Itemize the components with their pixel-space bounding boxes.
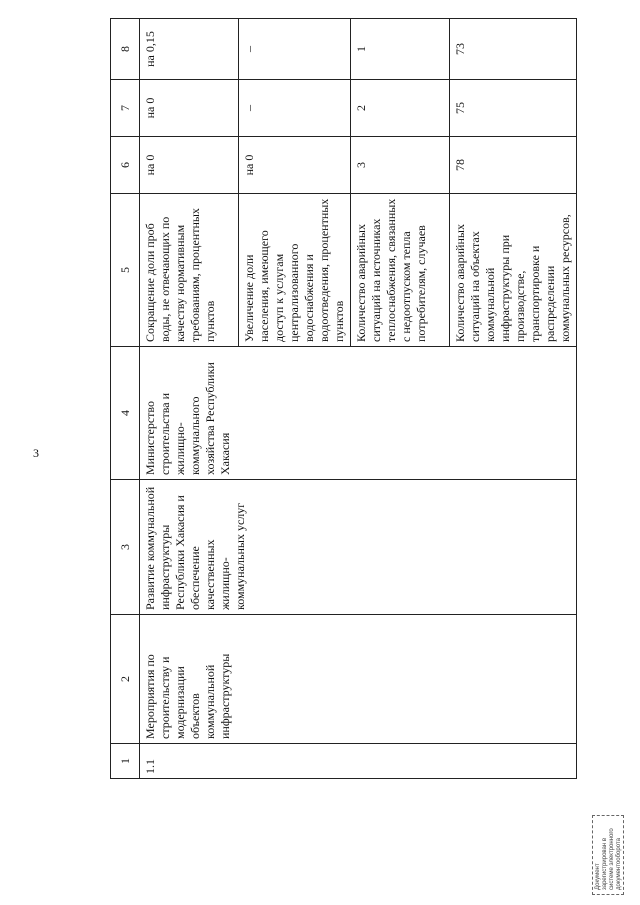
indicator-value-8: – [239,19,351,80]
indicator-name: Увеличение доли населения, имеющего доступ к услугам централизованного водоснабжения и водоотведения, процентных пунктов [239,194,351,347]
header-col-4: 4 [111,347,140,480]
indicator-name: Количество аварийных ситуаций на объектах коммунальной инфраструктуры при производстве, транспортировке и распределении коммунальных ресурсов, [450,194,577,347]
indicator-value-6: на 0 [239,137,351,194]
table-row [140,19,239,779]
header-row [111,19,140,779]
indicator-name: Сокращение доли проб воды, не отвечающих по качеству нормативным требованиям, процентных пунктов [140,194,239,347]
indicators-table [110,18,577,779]
indicators-table-rotated [110,31,605,779]
indicator-name: Количество аварийных ситуаций на источниках теплоснабжения, связанных с недоотпуском тепла потребителям, случаев [351,194,450,347]
header-col-5: 5 [111,194,140,347]
indicator-value-7: 2 [351,80,450,137]
header-col-6: 6 [111,137,140,194]
indicator-value-8: на 0,15 [140,19,239,80]
row-number: 1.1 [140,744,577,779]
header-col-7: 7 [111,80,140,137]
header-col-3: 3 [111,480,140,615]
indicator-value-8: 73 [450,19,577,80]
stamp-text: Документ зарегистрирован в системе электронного документооборота [595,828,622,890]
indicator-value-8: 1 [351,19,450,80]
indicator-value-7: – [239,80,351,137]
indicator-value-6: на 0 [140,137,239,194]
header-col-2: 2 [111,615,140,744]
goal-cell: Развитие коммунальной инфраструктуры Республики Хакасия и обеспечение качественных жилищно-коммунальных услуг [140,480,577,615]
page-number: 3 [33,446,39,460]
executor-cell: Министерство строительства и жилищно-коммунального хозяйства Республики Хакасия [140,347,577,480]
event-cell: Мероприятия по строительству и модернизации объектов коммунальной инфраструктуры [140,615,577,744]
indicator-value-7: на 0 [140,80,239,137]
header-col-1: 1 [111,744,140,779]
indicator-value-6: 3 [351,137,450,194]
header-col-8: 8 [111,19,140,80]
registration-stamp [592,815,624,895]
indicator-value-6: 78 [450,137,577,194]
indicator-value-7: 75 [450,80,577,137]
